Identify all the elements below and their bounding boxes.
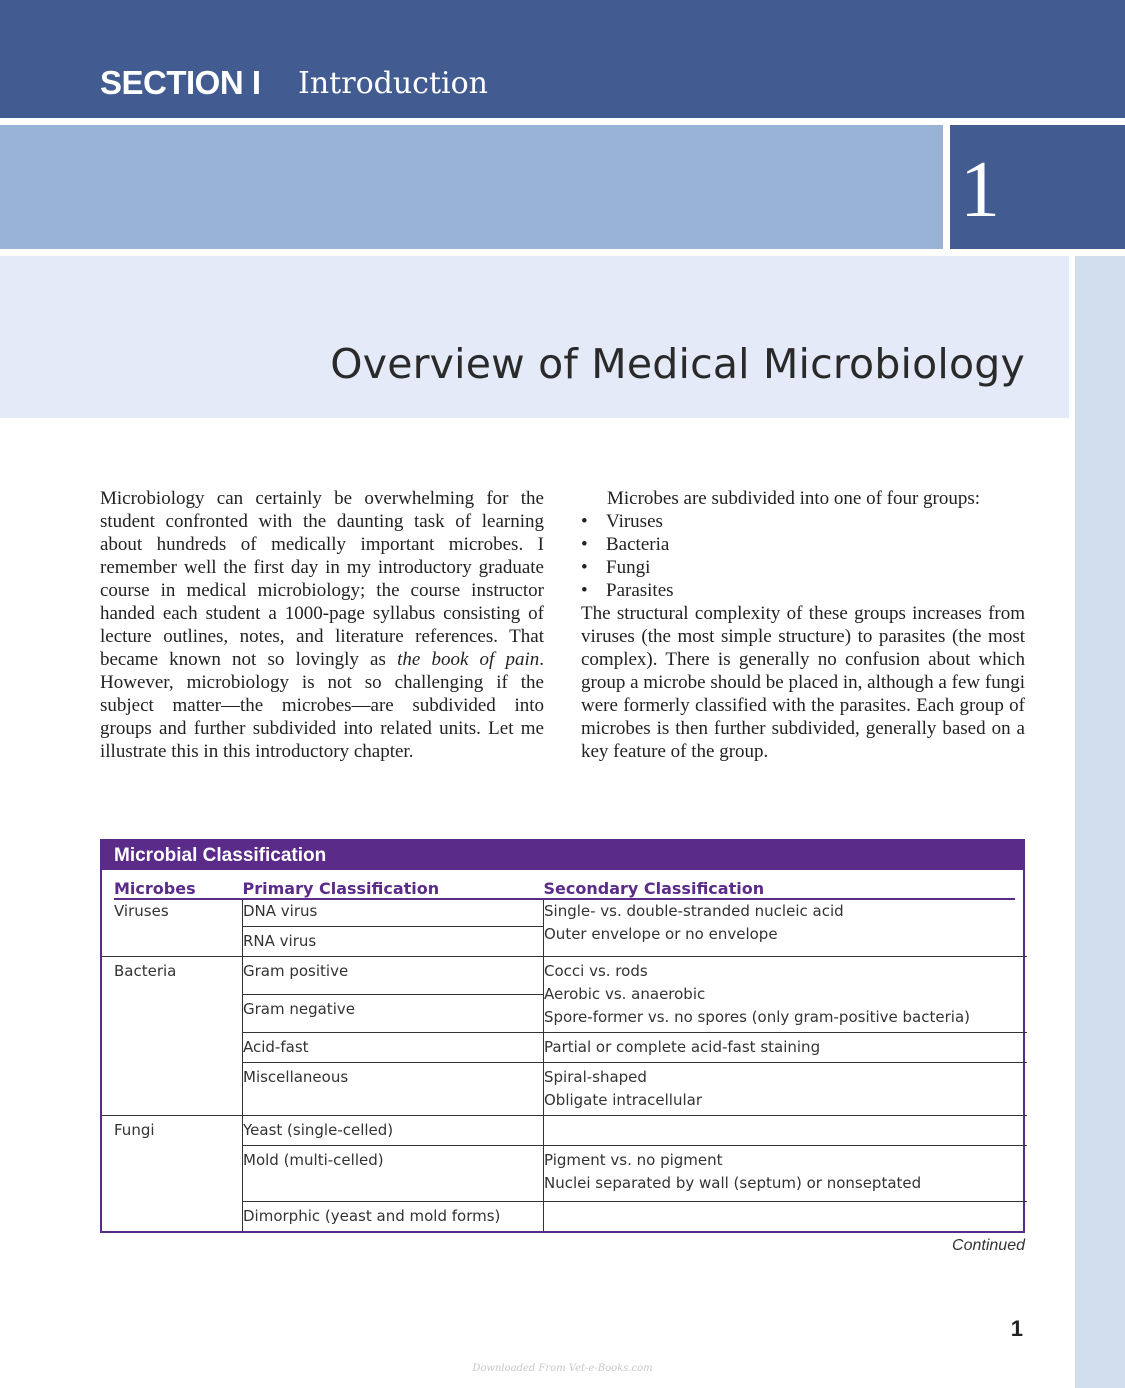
section-label: SECTION I — [100, 64, 261, 101]
header-microbes: Microbes — [102, 870, 243, 900]
table-title: Microbial Classification — [100, 839, 1025, 870]
table-row: Fungi Yeast (single-celled) — [102, 1116, 1027, 1146]
chapter-number: 1 — [960, 146, 1000, 234]
microbe-bacteria: Bacteria — [114, 962, 177, 980]
table-row: Miscellaneous Spiral-shaped Obligate intracellular — [102, 1063, 1027, 1116]
table-row: Dimorphic (yeast and mold forms) — [102, 1202, 1027, 1232]
complexity-paragraph: The structural complexity of these groups increases from viruses (the most simple structure) to parasites (the most complex). There is generally no confusion about which group a microbe should be placed in, although a few fungi were formerly classified with the parasites. Each group of microbes is then further subdivided, generally based on a key feature of the group. — [581, 603, 1025, 762]
header-primary: Primary Classification — [243, 870, 544, 900]
list-item: • Parasites — [581, 579, 1025, 602]
list-item: • Bacteria — [581, 533, 1025, 556]
chapter-band — [0, 125, 943, 249]
header-secondary: Secondary Classification — [544, 870, 1028, 900]
microbe-fungi: Fungi — [114, 1121, 155, 1139]
chapter-title-band — [0, 256, 1069, 418]
margin-strip — [1075, 256, 1125, 1388]
table-row: Acid-fast Partial or complete acid-fast staining — [102, 1033, 1027, 1063]
chapter-title: Overview of Medical Microbiology — [330, 340, 1025, 388]
intro-paragraph: Microbiology can certainly be overwhelming for the student confronted with the daunting task of learning about hundreds of medically important microbes. I remember well the first day in my introductory graduate course in medical microbiology; the course instructor handed each student a 1000-page syllabus consisting of lecture outlines, notes, and literature references. That became known not so lovingly as the book of pain. However, microbiology is not so challenging if the subject matter—the microbes—are subdivided into groups and further subdivided into related units. Let me illustrate this in this introductory chapter. — [100, 488, 545, 762]
microbe-viruses: Viruses — [114, 902, 169, 920]
table-row: Mold (multi-celled) Pigment vs. no pigment Nuclei separated by wall (septum) or nonseptated — [102, 1146, 1027, 1202]
page-number: 1 — [1010, 1316, 1023, 1341]
table-row: Bacteria Gram positive Cocci vs. rods Aerobic vs. anaerobic Spore-former vs. no spores (only gram-positive bacteria) — [102, 957, 1027, 995]
table-row: Gram negative — [102, 995, 1027, 1033]
left-column — [100, 487, 544, 763]
right-column — [581, 487, 1025, 763]
table-row: RNA virus — [102, 927, 1027, 957]
classification-table — [100, 839, 1025, 1233]
continued-note: Continued — [952, 1237, 1025, 1254]
groups-list — [581, 510, 1025, 602]
groups-intro: Microbes are subdivided into one of four groups: — [607, 488, 981, 509]
section-title: Introduction — [298, 66, 488, 101]
list-item: • Viruses — [581, 510, 1025, 533]
table-row: Viruses DNA virus Single- vs. double-stranded nucleic acid Outer envelope or no envelope — [102, 900, 1027, 927]
list-item: • Fungi — [581, 556, 1025, 579]
watermark: Downloaded From Vet-e-Books.com — [472, 1363, 653, 1374]
